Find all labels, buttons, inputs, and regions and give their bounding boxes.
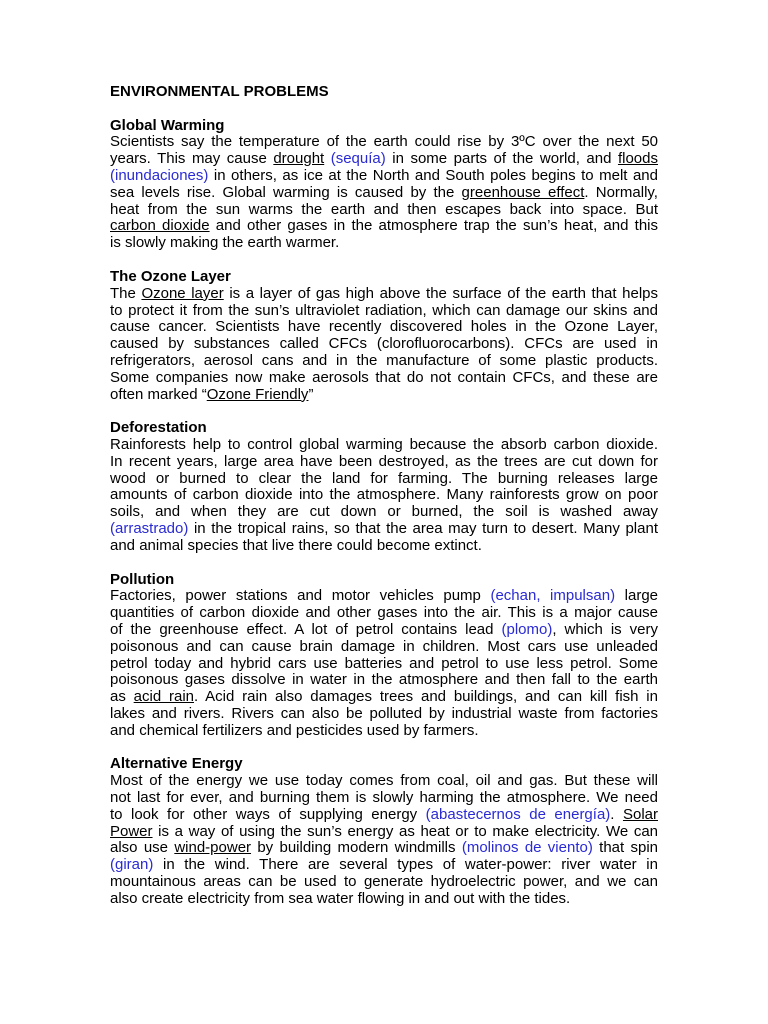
section-heading: Alternative Energy — [110, 755, 243, 773]
text-line — [110, 706, 658, 723]
paragraph — [110, 134, 658, 252]
text-line — [110, 672, 658, 689]
text-line — [110, 504, 658, 521]
spanish-translation: (giran) — [110, 856, 154, 874]
text-line — [110, 605, 658, 622]
text-run: Most of the energy we use today comes from coal, oil and gas. But these will — [110, 772, 658, 790]
paragraph — [110, 437, 658, 555]
text-line — [110, 387, 658, 404]
section-heading: Global Warming — [110, 116, 225, 134]
text-run: poisonous gases dissolve in water in the atmosphere and then fall to the earth — [110, 671, 658, 689]
underlined-term: Solar — [622, 805, 658, 823]
text-line — [110, 353, 658, 370]
text-line — [110, 622, 658, 639]
text-run: Some companies now make aerosols that do not contain CFCs, and these are — [110, 368, 658, 386]
text-run: and other gases in the atmosphere trap the sun’s heat, and this — [209, 217, 658, 235]
spanish-translation: (sequía) — [330, 150, 386, 168]
paragraph — [110, 588, 658, 739]
text-line — [110, 370, 658, 387]
section-deforestation — [110, 420, 658, 555]
text-line — [110, 807, 658, 824]
underlined-term: drought — [273, 150, 325, 168]
text-run: , which is very — [552, 620, 658, 638]
text-line — [110, 656, 658, 673]
section-pollution — [110, 572, 658, 740]
text-line — [110, 303, 658, 320]
spanish-translation: (echan, impulsan) — [490, 587, 616, 605]
text-run: In recent years, large area have been destroyed, as the trees are cut down for — [110, 452, 658, 470]
text-run: large — [615, 587, 658, 605]
underlined-term: Ozone Friendly — [206, 385, 309, 403]
text-run: Rainforests help to control global warming because the absorb carbon dioxide. — [110, 436, 658, 454]
underlined-term: floods — [617, 150, 658, 168]
text-line — [110, 874, 658, 891]
text-run: is a layer of gas high above the surface of the earth that helps — [223, 284, 658, 302]
text-run: lakes and rivers. Rivers can also be polluted by industrial waste from factories — [110, 705, 658, 722]
text-run: and chemical fertilizers and pesticides used by farmers. — [110, 721, 479, 739]
text-run: to look for other ways of supplying energy — [110, 805, 426, 823]
spanish-translation: (inundaciones) — [110, 167, 209, 185]
text-run: also use — [110, 839, 175, 857]
text-line — [110, 168, 658, 185]
text-line — [110, 185, 658, 202]
text-run: cause cancer. Scientists have recently discovered holes in the Ozone Layer, — [110, 318, 658, 336]
text-run: and animal species that live there could become extinct. — [110, 536, 482, 554]
section-heading: The Ozone Layer — [110, 267, 231, 285]
text-run: in the tropical rains, so that the area may turn to desert. Many plant — [188, 520, 658, 538]
text-run: in some parts of the world, and — [385, 150, 618, 168]
text-run: often marked “ — [110, 385, 207, 403]
text-run: to protect it from the sun’s ultraviolet radiation, which can damage our skins and — [110, 301, 658, 319]
text-run: . — [610, 805, 623, 823]
spanish-translation: (abastecernos de energía) — [425, 805, 611, 823]
text-run: caused by substances called CFCs (clorofluorocarbons). CFCs are used in — [110, 335, 658, 353]
text-line — [110, 454, 658, 471]
underlined-term: carbon dioxide — [110, 217, 210, 235]
underlined-term: acid rain — [133, 688, 194, 706]
text-run: soils, and when they are cut down or burned, the soil is washed away — [110, 503, 658, 521]
text-line — [110, 336, 658, 353]
underlined-term: Power — [110, 822, 153, 840]
text-line — [110, 151, 658, 168]
text-run: amounts of carbon dioxide into the atmosphere. Many rainforests grow on poor — [110, 486, 658, 504]
text-line — [110, 286, 658, 303]
text-run: in the wind. There are several types of water-power: river water in — [153, 856, 658, 874]
text-line — [110, 639, 658, 656]
text-run: mountainous areas can be used to generate hydroelectric power, and we can — [110, 873, 658, 891]
text-line — [110, 521, 658, 538]
text-run: poisonous and can cause brain damage in children. Most cars use unleaded — [110, 637, 658, 655]
text-line — [110, 588, 658, 605]
text-line — [110, 235, 658, 252]
section-ozone-layer — [110, 269, 658, 404]
text-line — [110, 824, 658, 841]
text-line — [110, 840, 658, 857]
text-run: . Normally, — [584, 183, 658, 201]
text-run: wood or burned to clear the land for farming. The burning releases large — [110, 469, 658, 487]
text-run: sea levels rise. Global warming is caused by the — [110, 183, 462, 201]
spanish-translation: (arrastrado) — [110, 520, 189, 538]
text-run: also create electricity from sea water flowing in and out with the tides. — [110, 889, 571, 907]
text-run: refrigerators, aerosol cans and in the manufacture of some plastic products. — [110, 351, 658, 369]
blank-line — [110, 403, 658, 420]
text-line — [110, 134, 658, 151]
blank-line — [110, 252, 658, 269]
text-line — [110, 723, 658, 740]
text-line — [110, 487, 658, 504]
text-run: is a way of using the sun’s energy as heat or to make electricity. We can — [152, 822, 658, 840]
underlined-term: Ozone layer — [141, 284, 224, 302]
text-run: The — [110, 284, 142, 302]
text-line — [110, 437, 658, 454]
text-run: ” — [308, 385, 314, 403]
text-run: heat from the sun warms the earth and then escapes back into space. But — [110, 200, 658, 218]
text-line — [110, 891, 658, 908]
text-line — [110, 218, 658, 235]
spanish-translation: (molinos de viento) — [461, 839, 593, 857]
text-run: . Acid rain also damages trees and buildings, and can kill fish in — [194, 688, 658, 706]
spanish-translation: (plomo) — [501, 620, 553, 638]
document-title: ENVIRONMENTAL PROBLEMS — [110, 83, 329, 100]
text-run: petrol today and hybrid cars use batteries and petrol to use less petrol. Some — [110, 654, 658, 672]
text-line — [110, 538, 658, 555]
text-run: as — [110, 688, 134, 706]
text-run: of the greenhouse effect. A lot of petrol contains lead — [110, 620, 502, 638]
text-line — [110, 689, 658, 706]
text-line — [110, 857, 658, 874]
document-page — [110, 84, 658, 908]
underlined-term: wind-power — [174, 839, 252, 857]
text-run: by building modern windmills — [251, 839, 462, 857]
section-heading: Pollution — [110, 570, 175, 588]
paragraph — [110, 773, 658, 908]
text-line — [110, 319, 658, 336]
text-run: years. This may cause — [110, 150, 274, 168]
paragraph — [110, 286, 658, 404]
text-run: not last for ever, and burning them is slowly harming the atmosphere. We need — [110, 789, 658, 807]
text-run: is slowly making the earth warmer. — [110, 234, 340, 252]
underlined-term: greenhouse effect — [461, 183, 585, 201]
text-line — [110, 773, 658, 790]
text-run: that spin — [592, 839, 658, 857]
text-run: Scientists say the temperature of the earth could rise by 3ºC over the next 50 — [110, 133, 658, 151]
section-heading: Deforestation — [110, 419, 207, 437]
text-line — [110, 790, 658, 807]
text-line — [110, 471, 658, 488]
section-global-warming — [110, 118, 658, 253]
text-line — [110, 202, 658, 219]
blank-line — [110, 555, 658, 572]
text-run: quantities of carbon dioxide and other gases into the air. This is a major cause — [110, 604, 658, 622]
text-run: Factories, power stations and motor vehicles pump — [110, 587, 491, 605]
section-alternative-energy — [110, 756, 658, 907]
blank-line — [110, 101, 658, 118]
blank-line — [110, 740, 658, 757]
text-run: in others, as ice at the North and South poles begins to melt and — [208, 167, 658, 185]
